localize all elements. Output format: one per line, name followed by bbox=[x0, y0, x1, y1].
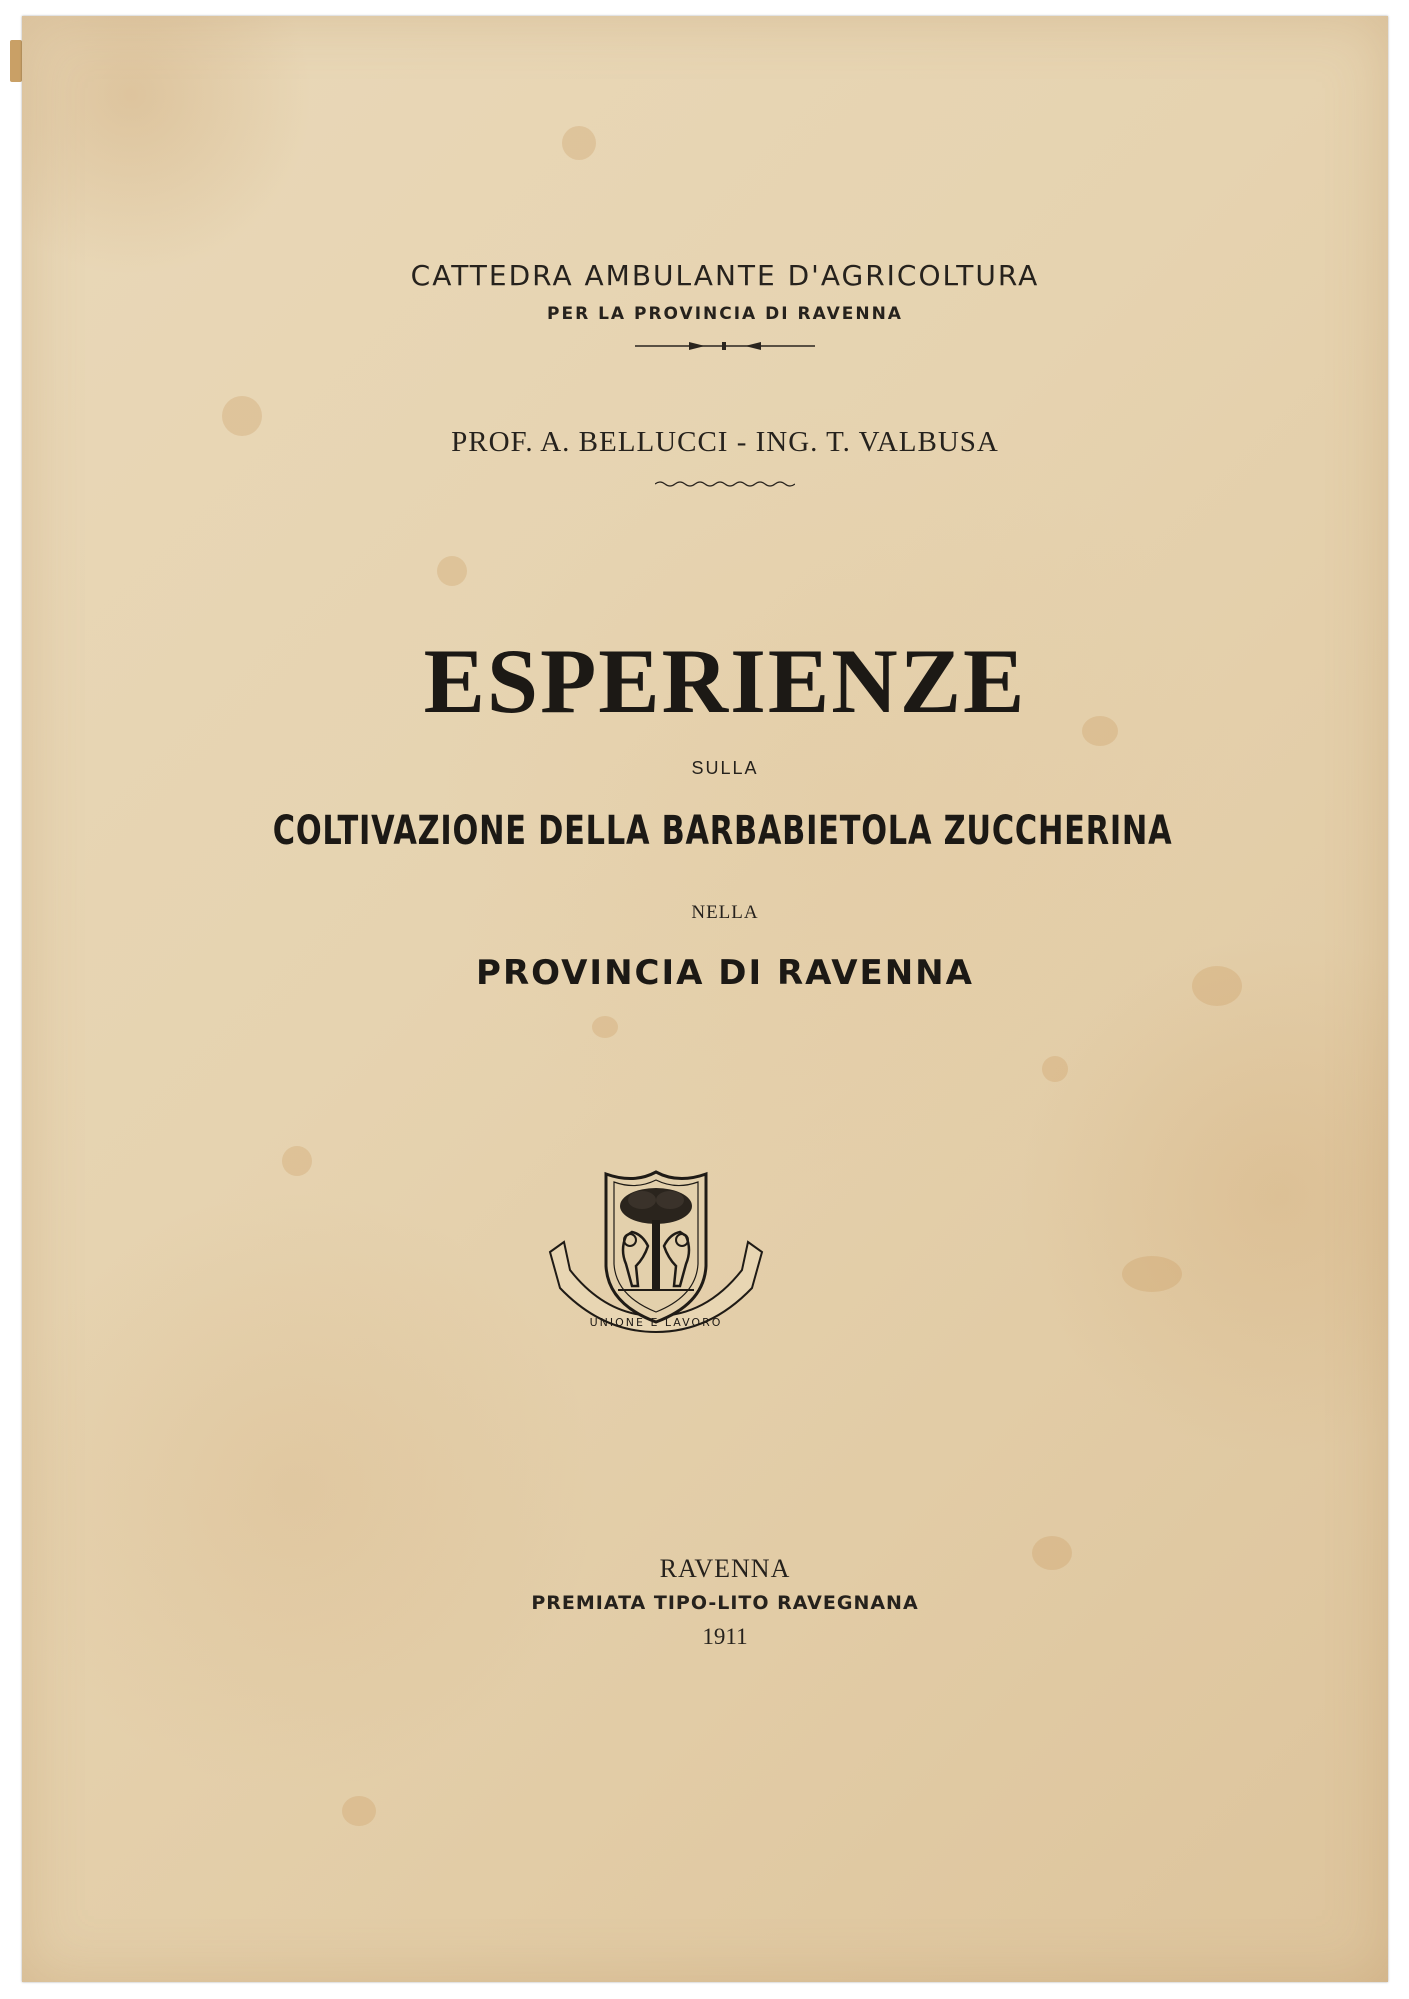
imprint-year: 1911 bbox=[702, 1624, 748, 1649]
foxing-spot bbox=[592, 1016, 618, 1038]
main-title: ESPERIENZE bbox=[423, 630, 1027, 732]
foxing-spot bbox=[342, 1796, 376, 1826]
wavy-rule-icon bbox=[42, 474, 1408, 493]
imprint-city: RAVENNA bbox=[659, 1554, 791, 1583]
authors-line: PROF. A. BELLUCCI - ING. T. VALBUSA bbox=[451, 426, 999, 458]
foxing-spot bbox=[1122, 1256, 1182, 1292]
imprint-printer: PREMIATA TIPO-LITO RAVEGNANA bbox=[531, 1592, 919, 1614]
rule-ornament-icon bbox=[42, 337, 1408, 356]
foxing-spot bbox=[1042, 1056, 1068, 1082]
institution-province: PER LA PROVINCIA DI RAVENNA bbox=[547, 304, 903, 324]
subject-title: COLTIVAZIONE DELLA BARBABIETOLA ZUCCHERINA bbox=[272, 808, 1173, 854]
foxing-spot bbox=[282, 1146, 312, 1176]
foxing-spot bbox=[437, 556, 467, 586]
connector-nella: NELLA bbox=[691, 902, 759, 923]
institution-name: CATTEDRA AMBULANTE D'AGRICOLTURA bbox=[410, 259, 1040, 292]
foxing-spot bbox=[562, 126, 596, 160]
emblem-motto: UNIONE E LAVORO bbox=[589, 1316, 723, 1329]
place-title: PROVINCIA DI RAVENNA bbox=[476, 953, 974, 993]
binding-tab bbox=[10, 40, 22, 82]
connector-sulla: SULLA bbox=[691, 758, 759, 778]
coat-of-arms-icon bbox=[546, 1166, 766, 1336]
title-page bbox=[22, 16, 1388, 1982]
